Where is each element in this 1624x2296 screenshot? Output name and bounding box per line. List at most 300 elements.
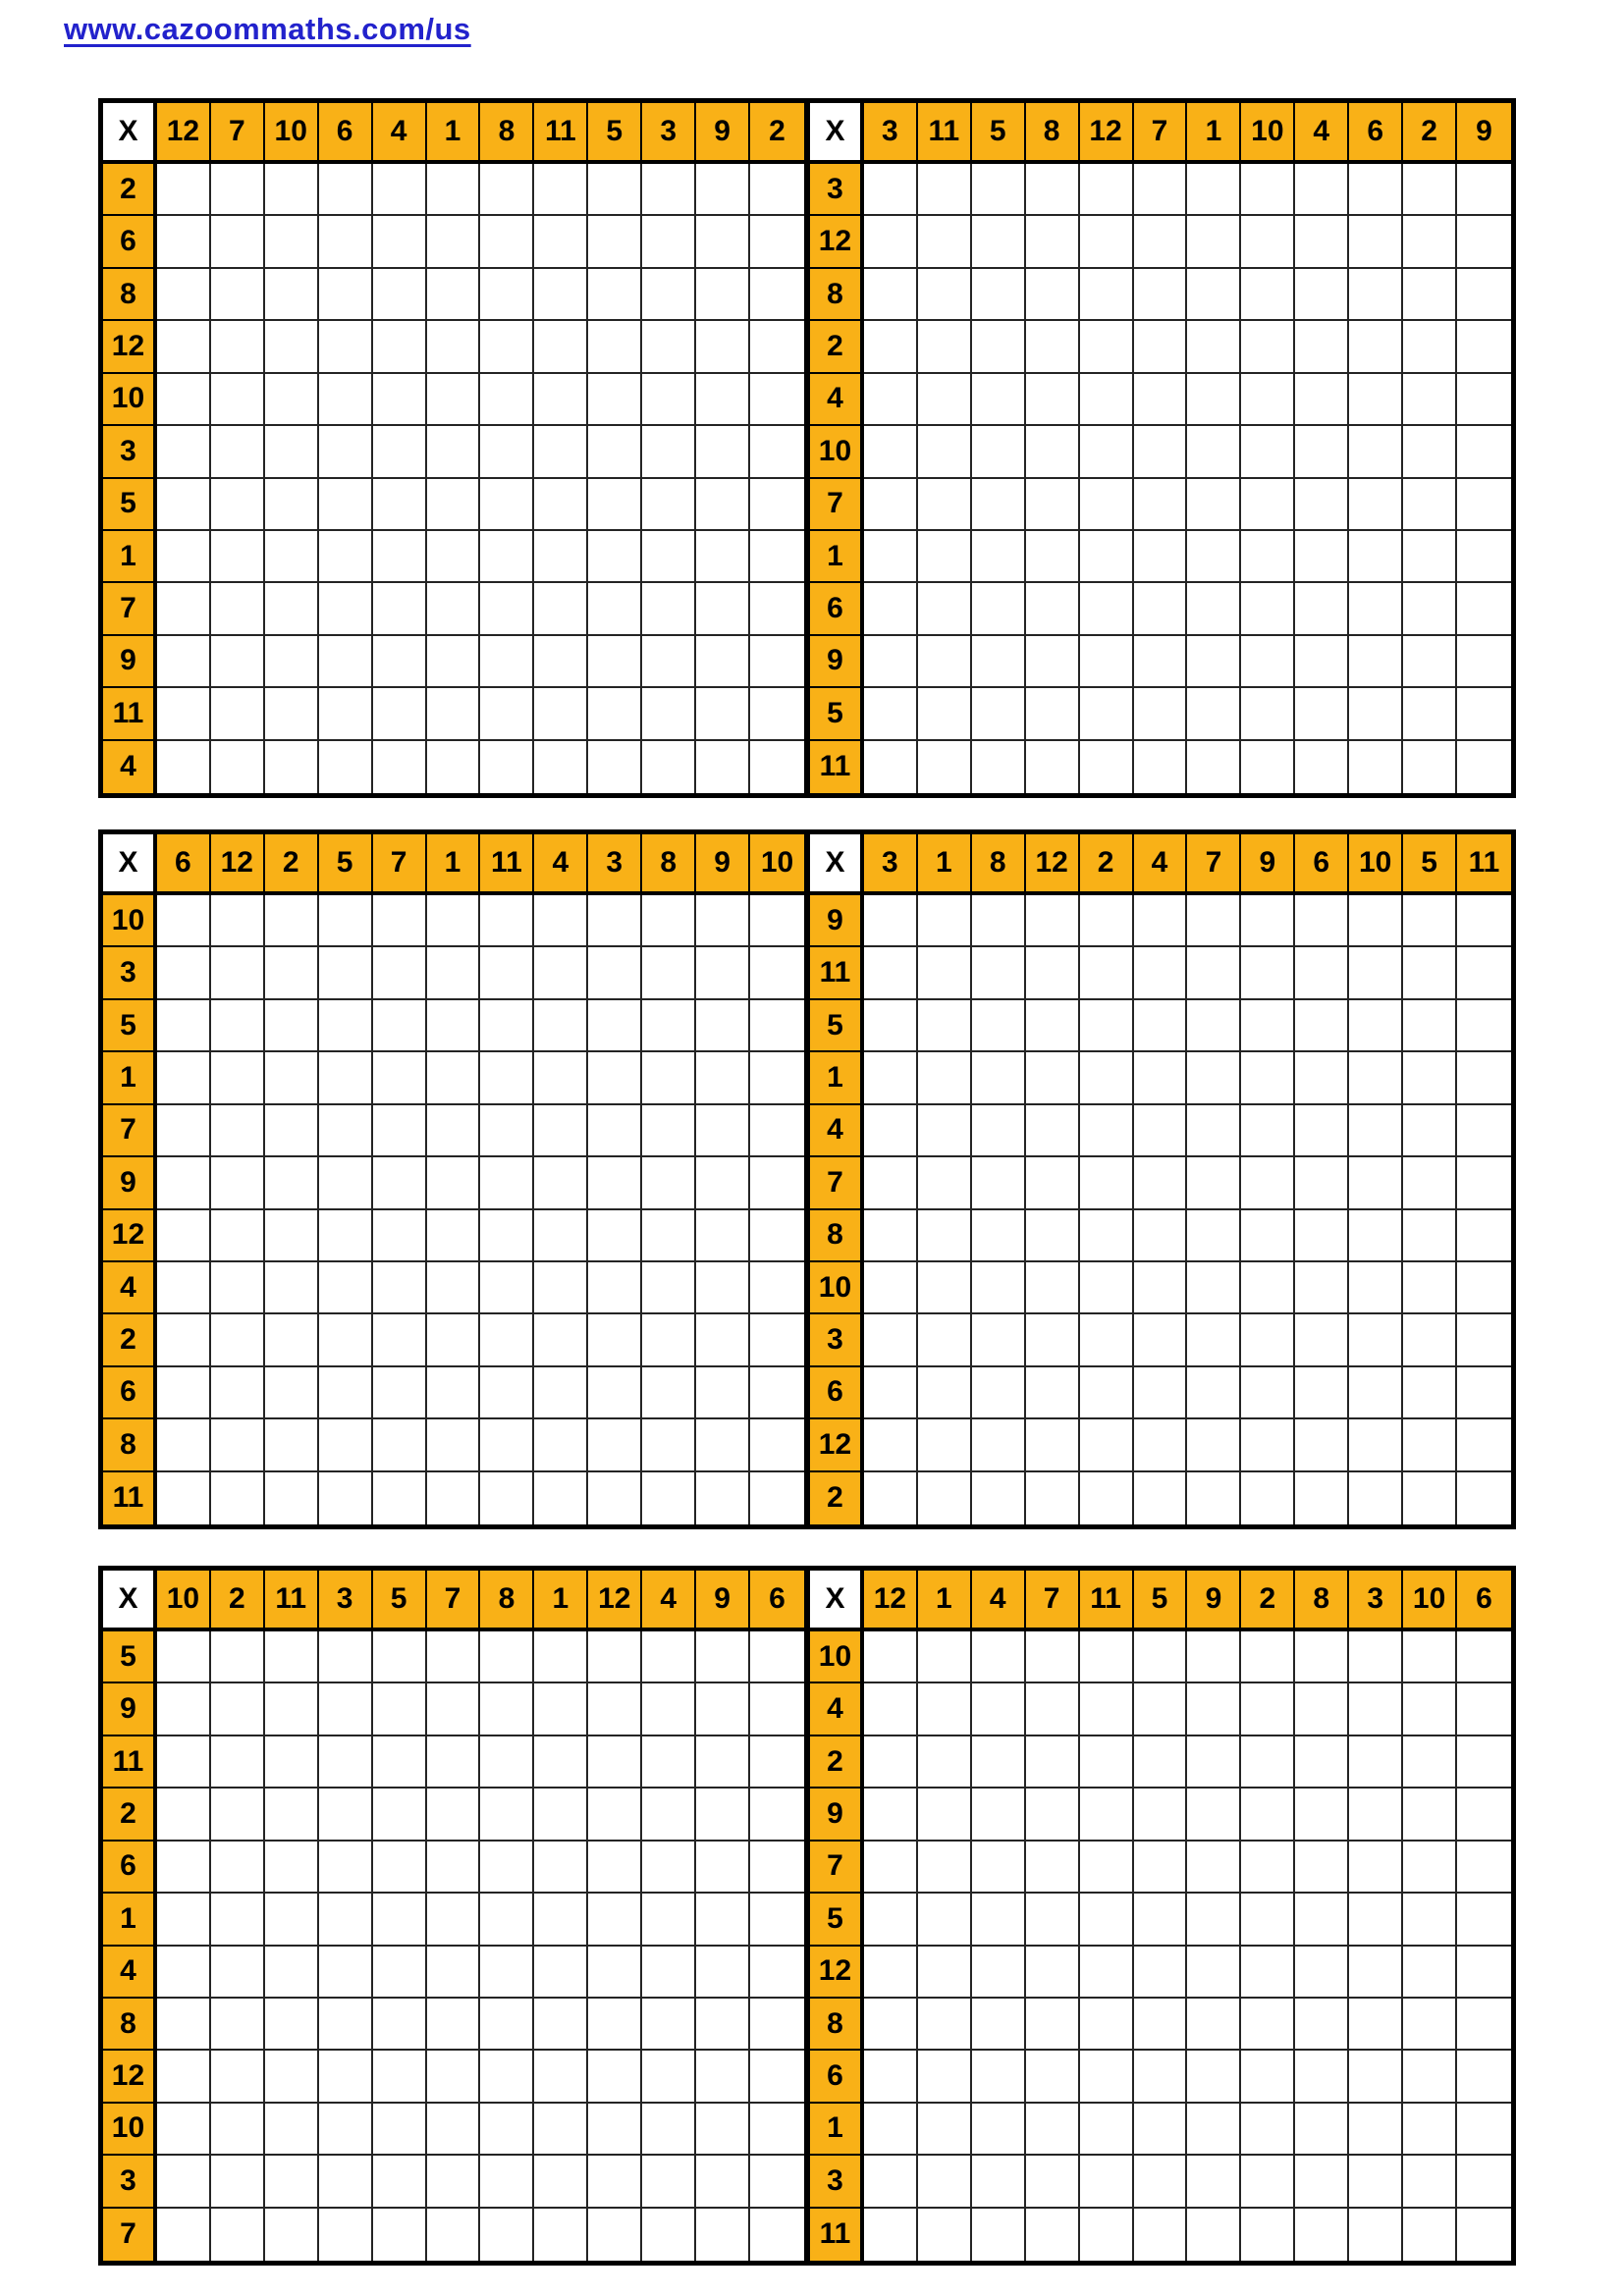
answer-cell (1134, 947, 1188, 999)
column-header-cell: 9 (1457, 103, 1511, 164)
answer-cell (864, 741, 918, 793)
answer-cell (864, 1314, 918, 1366)
row-header-cell: 10 (810, 1631, 864, 1683)
column-header-cell: 3 (864, 834, 918, 895)
multiplication-grid-3 (98, 829, 807, 1529)
answer-cell (1187, 479, 1241, 531)
answer-cell (265, 2051, 319, 2103)
answer-cell (696, 1999, 750, 2051)
column-header-cell: 10 (265, 103, 319, 164)
answer-cell (972, 2209, 1026, 2261)
answer-cell (480, 636, 534, 688)
answer-cell (1241, 1842, 1295, 1894)
answer-cell (1080, 1367, 1134, 1419)
row-header-cell: 2 (103, 164, 157, 216)
column-header-cell: 5 (319, 834, 373, 895)
column-header-cell: 10 (1349, 834, 1403, 895)
answer-cell (211, 1631, 265, 1683)
answer-cell (265, 164, 319, 216)
answer-cell (642, 1419, 696, 1471)
table-pair-3 (98, 1566, 1516, 2266)
answer-cell (642, 1683, 696, 1735)
answer-cell (864, 1999, 918, 2051)
answer-cell (373, 2051, 427, 2103)
corner-x-cell: X (810, 1571, 864, 1631)
answer-cell (319, 1367, 373, 1419)
row-header-cell: 11 (103, 688, 157, 740)
column-header-cell: 4 (1295, 103, 1349, 164)
answer-cell (157, 1314, 211, 1366)
answer-cell (696, 1105, 750, 1157)
answer-cell (1403, 1472, 1457, 1524)
answer-cell (373, 1472, 427, 1524)
answer-cell (1187, 2209, 1241, 2261)
answer-cell (1080, 1999, 1134, 2051)
answer-cell (157, 216, 211, 268)
answer-cell (1457, 1367, 1511, 1419)
answer-cell (1457, 688, 1511, 740)
answer-cell (319, 1631, 373, 1683)
answer-cell (1403, 1736, 1457, 1789)
answer-cell (1080, 2104, 1134, 2156)
answer-cell (1026, 2156, 1080, 2208)
answer-cell (972, 688, 1026, 740)
answer-cell (1241, 2104, 1295, 2156)
answer-cell (588, 1105, 642, 1157)
answer-cell (864, 1419, 918, 1471)
answer-cell (750, 1210, 804, 1262)
row-header-cell: 8 (810, 1999, 864, 2051)
answer-cell (157, 164, 211, 216)
answer-cell (864, 164, 918, 216)
answer-cell (642, 531, 696, 583)
answer-cell (1403, 479, 1457, 531)
answer-cell (1080, 1105, 1134, 1157)
answer-cell (588, 947, 642, 999)
answer-cell (373, 688, 427, 740)
column-header-cell: 8 (642, 834, 696, 895)
answer-cell (157, 1736, 211, 1789)
answer-cell (157, 895, 211, 947)
answer-cell (588, 426, 642, 478)
answer-cell (373, 1000, 427, 1052)
answer-cell (427, 1314, 481, 1366)
answer-cell (1241, 374, 1295, 426)
answer-cell (265, 636, 319, 688)
column-header-cell: 1 (534, 1571, 588, 1631)
answer-cell (1026, 1262, 1080, 1314)
answer-cell (1403, 374, 1457, 426)
answer-cell (1403, 1419, 1457, 1471)
answer-cell (972, 1789, 1026, 1841)
answer-cell (480, 1789, 534, 1841)
answer-cell (373, 1736, 427, 1789)
answer-cell (427, 216, 481, 268)
answer-cell (1187, 895, 1241, 947)
answer-cell (319, 269, 373, 321)
answer-cell (1241, 1157, 1295, 1209)
answer-cell (1241, 1947, 1295, 1999)
answer-cell (588, 374, 642, 426)
answer-cell (1026, 321, 1080, 373)
answer-cell (1026, 1683, 1080, 1735)
answer-cell (1026, 1314, 1080, 1366)
answer-cell (918, 164, 972, 216)
answer-cell (1080, 1052, 1134, 1104)
answer-cell (157, 1631, 211, 1683)
answer-cell (211, 2209, 265, 2261)
answer-cell (642, 947, 696, 999)
answer-cell (972, 1683, 1026, 1735)
answer-cell (1134, 216, 1188, 268)
answer-cell (750, 947, 804, 999)
answer-cell (864, 374, 918, 426)
answer-cell (750, 321, 804, 373)
answer-cell (319, 1947, 373, 1999)
answer-cell (265, 1999, 319, 2051)
answer-cell (750, 1789, 804, 1841)
answer-cell (157, 636, 211, 688)
answer-cell (1080, 1842, 1134, 1894)
answer-cell (1187, 1210, 1241, 1262)
answer-cell (642, 1472, 696, 1524)
answer-cell (1349, 583, 1403, 635)
answer-cell (319, 1262, 373, 1314)
row-header-cell: 7 (810, 1842, 864, 1894)
row-header-cell: 10 (810, 426, 864, 478)
answer-cell (750, 2156, 804, 2208)
answer-cell (696, 1789, 750, 1841)
answer-cell (1349, 1842, 1403, 1894)
answer-cell (1134, 531, 1188, 583)
answer-cell (918, 741, 972, 793)
answer-cell (1295, 1631, 1349, 1683)
answer-cell (427, 688, 481, 740)
answer-cell (1457, 1419, 1511, 1471)
answer-cell (319, 1419, 373, 1471)
answer-cell (211, 479, 265, 531)
answer-cell (588, 1419, 642, 1471)
answer-cell (864, 1894, 918, 1946)
answer-cell (1026, 426, 1080, 478)
answer-cell (480, 479, 534, 531)
answer-cell (1457, 1947, 1511, 1999)
answer-cell (1187, 426, 1241, 478)
corner-x-cell: X (103, 1571, 157, 1631)
answer-cell (265, 216, 319, 268)
answer-cell (588, 1314, 642, 1366)
column-header-cell: 2 (1241, 1571, 1295, 1631)
answer-cell (642, 479, 696, 531)
answer-cell (1403, 1683, 1457, 1735)
answer-cell (1187, 1419, 1241, 1471)
column-header-cell: 3 (642, 103, 696, 164)
answer-cell (157, 374, 211, 426)
answer-cell (1349, 531, 1403, 583)
answer-cell (972, 947, 1026, 999)
answer-cell (1241, 1894, 1295, 1946)
answer-cell (864, 1736, 918, 1789)
answer-cell (157, 1842, 211, 1894)
answer-cell (427, 895, 481, 947)
answer-cell (1295, 164, 1349, 216)
answer-cell (1134, 1314, 1188, 1366)
answer-cell (427, 2051, 481, 2103)
answer-cell (1134, 1789, 1188, 1841)
answer-cell (373, 216, 427, 268)
answer-cell (211, 1736, 265, 1789)
answer-cell (1403, 688, 1457, 740)
column-header-cell: 9 (1187, 1571, 1241, 1631)
answer-cell (1295, 1157, 1349, 1209)
answer-cell (1295, 2051, 1349, 2103)
answer-cell (750, 164, 804, 216)
answer-cell (696, 426, 750, 478)
answer-cell (1403, 164, 1457, 216)
answer-cell (265, 1947, 319, 1999)
answer-cell (864, 321, 918, 373)
answer-cell (1295, 426, 1349, 478)
answer-cell (750, 1736, 804, 1789)
answer-cell (918, 479, 972, 531)
answer-cell (1349, 1052, 1403, 1104)
answer-cell (1241, 479, 1295, 531)
answer-cell (319, 1894, 373, 1946)
row-header-cell: 5 (810, 1894, 864, 1946)
answer-cell (1403, 2104, 1457, 2156)
answer-cell (1457, 1052, 1511, 1104)
answer-cell (750, 2104, 804, 2156)
answer-cell (1457, 1000, 1511, 1052)
answer-cell (265, 269, 319, 321)
answer-cell (972, 1472, 1026, 1524)
answer-cell (157, 1262, 211, 1314)
answer-cell (696, 2051, 750, 2103)
answer-cell (1241, 1472, 1295, 1524)
answer-cell (211, 1999, 265, 2051)
row-header-cell: 4 (810, 1105, 864, 1157)
answer-cell (1134, 426, 1188, 478)
answer-cell (1134, 269, 1188, 321)
column-header-cell: 3 (1349, 1571, 1403, 1631)
answer-cell (1187, 531, 1241, 583)
answer-cell (211, 1314, 265, 1366)
answer-cell (211, 1472, 265, 1524)
answer-cell (750, 741, 804, 793)
answer-cell (480, 1631, 534, 1683)
answer-cell (696, 1947, 750, 1999)
column-header-cell: 11 (480, 834, 534, 895)
answer-cell (157, 1105, 211, 1157)
row-header-cell: 4 (810, 1683, 864, 1735)
answer-cell (918, 1052, 972, 1104)
answer-cell (1187, 1947, 1241, 1999)
answer-cell (373, 1105, 427, 1157)
answer-cell (211, 1157, 265, 1209)
answer-cell (480, 1999, 534, 2051)
answer-cell (534, 1683, 588, 1735)
answer-cell (864, 1367, 918, 1419)
answer-cell (750, 1999, 804, 2051)
answer-cell (588, 1947, 642, 1999)
answer-cell (1134, 374, 1188, 426)
answer-cell (864, 2209, 918, 2261)
answer-cell (534, 1262, 588, 1314)
answer-cell (1080, 426, 1134, 478)
answer-cell (157, 1367, 211, 1419)
answer-cell (1026, 1210, 1080, 1262)
answer-cell (211, 741, 265, 793)
answer-cell (373, 1842, 427, 1894)
answer-cell (480, 1736, 534, 1789)
answer-cell (972, 374, 1026, 426)
row-header-cell: 12 (810, 1419, 864, 1471)
answer-cell (1295, 741, 1349, 793)
answer-cell (480, 531, 534, 583)
answer-cell (918, 1999, 972, 2051)
answer-cell (1403, 895, 1457, 947)
answer-cell (972, 479, 1026, 531)
answer-cell (480, 2209, 534, 2261)
answer-cell (211, 1419, 265, 1471)
answer-cell (1403, 216, 1457, 268)
column-header-cell: 3 (864, 103, 918, 164)
column-header-cell: 4 (534, 834, 588, 895)
answer-cell (918, 2051, 972, 2103)
answer-cell (1241, 269, 1295, 321)
column-header-cell: 10 (750, 834, 804, 895)
answer-cell (1457, 1999, 1511, 2051)
answer-cell (157, 321, 211, 373)
answer-cell (534, 688, 588, 740)
answer-cell (1134, 1631, 1188, 1683)
answer-cell (918, 895, 972, 947)
answer-cell (1134, 1842, 1188, 1894)
answer-cell (480, 1894, 534, 1946)
row-header-cell: 7 (810, 479, 864, 531)
answer-cell (1134, 479, 1188, 531)
answer-cell (1187, 2104, 1241, 2156)
answer-cell (1080, 216, 1134, 268)
table-pair-2 (98, 829, 1516, 1529)
answer-cell (642, 1842, 696, 1894)
answer-cell (1187, 1314, 1241, 1366)
answer-cell (1349, 688, 1403, 740)
column-header-cell: 11 (265, 1571, 319, 1631)
column-header-cell: 9 (1241, 834, 1295, 895)
answer-cell (480, 1367, 534, 1419)
answer-cell (642, 741, 696, 793)
answer-cell (972, 1262, 1026, 1314)
answer-cell (918, 2156, 972, 2208)
answer-cell (534, 2051, 588, 2103)
answer-cell (211, 947, 265, 999)
answer-cell (1349, 1947, 1403, 1999)
column-header-cell: 1 (427, 103, 481, 164)
answer-cell (211, 1210, 265, 1262)
answer-cell (1241, 321, 1295, 373)
column-header-cell: 2 (750, 103, 804, 164)
answer-cell (1187, 1999, 1241, 2051)
answer-cell (157, 1472, 211, 1524)
answer-cell (1349, 2051, 1403, 2103)
answer-cell (972, 321, 1026, 373)
answer-cell (373, 1419, 427, 1471)
answer-cell (696, 479, 750, 531)
answer-cell (1349, 1000, 1403, 1052)
answer-cell (157, 741, 211, 793)
answer-cell (864, 269, 918, 321)
answer-cell (1241, 1105, 1295, 1157)
answer-cell (211, 531, 265, 583)
answer-cell (696, 1683, 750, 1735)
answer-cell (1295, 1472, 1349, 1524)
answer-cell (588, 1210, 642, 1262)
answer-cell (265, 374, 319, 426)
answer-cell (1187, 1631, 1241, 1683)
site-url-link[interactable]: www.cazoommaths.com/us (64, 12, 471, 46)
answer-cell (750, 1842, 804, 1894)
answer-cell (750, 1000, 804, 1052)
answer-cell (642, 1367, 696, 1419)
answer-cell (1349, 164, 1403, 216)
answer-cell (1187, 321, 1241, 373)
answer-cell (1026, 1736, 1080, 1789)
answer-cell (265, 2156, 319, 2208)
answer-cell (642, 1157, 696, 1209)
answer-cell (427, 1052, 481, 1104)
answer-cell (427, 1789, 481, 1841)
answer-cell (588, 216, 642, 268)
answer-cell (427, 1367, 481, 1419)
answer-cell (427, 1105, 481, 1157)
answer-cell (1241, 2209, 1295, 2261)
answer-cell (750, 2051, 804, 2103)
answer-cell (1026, 216, 1080, 268)
answer-cell (1241, 1210, 1295, 1262)
answer-cell (1026, 636, 1080, 688)
row-header-cell: 5 (103, 1631, 157, 1683)
answer-cell (1403, 1157, 1457, 1209)
answer-cell (1187, 1894, 1241, 1946)
answer-cell (696, 2104, 750, 2156)
answer-cell (642, 636, 696, 688)
answer-cell (1241, 895, 1295, 947)
answer-cell (864, 1157, 918, 1209)
answer-cell (1187, 2156, 1241, 2208)
answer-cell (1241, 1367, 1295, 1419)
answer-cell (211, 216, 265, 268)
answer-cell (1457, 531, 1511, 583)
answer-cell (157, 1157, 211, 1209)
answer-cell (588, 688, 642, 740)
answer-cell (696, 374, 750, 426)
answer-cell (972, 1947, 1026, 1999)
answer-cell (157, 1052, 211, 1104)
column-header-cell: 2 (211, 1571, 265, 1631)
column-header-cell: 8 (1295, 1571, 1349, 1631)
answer-cell (1349, 269, 1403, 321)
answer-cell (864, 531, 918, 583)
row-header-cell: 12 (103, 2051, 157, 2103)
answer-cell (1457, 269, 1511, 321)
answer-cell (534, 895, 588, 947)
answer-cell (265, 2209, 319, 2261)
answer-cell (1295, 1105, 1349, 1157)
multiplication-grid-1 (98, 98, 807, 798)
answer-cell (534, 583, 588, 635)
column-header-cell: 2 (1080, 834, 1134, 895)
